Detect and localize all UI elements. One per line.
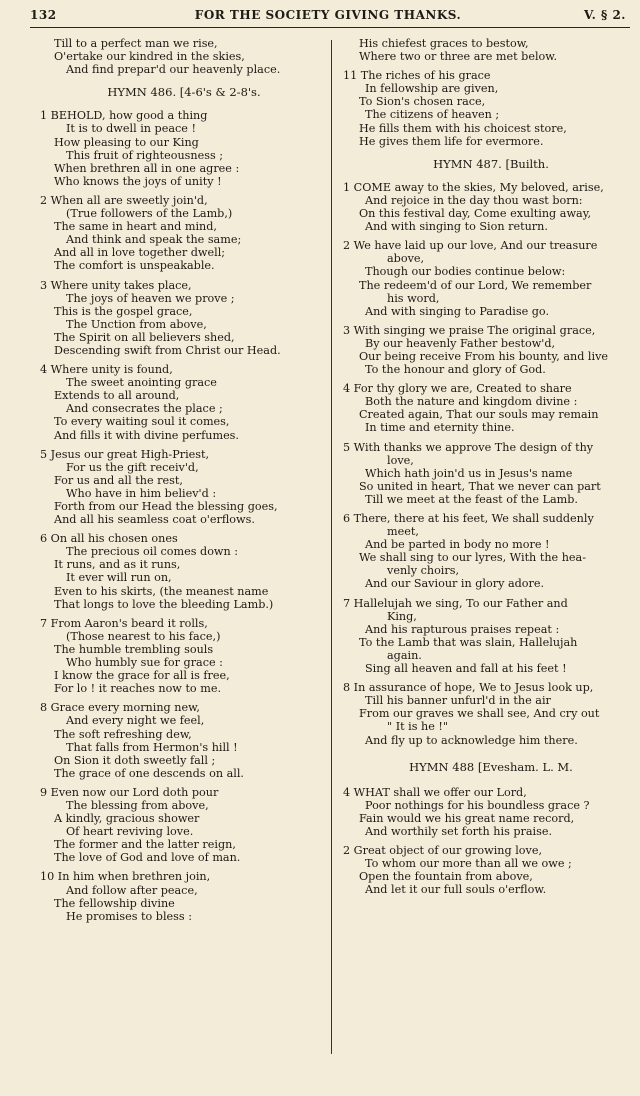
verse-line: This fruit of righteousness ; (66, 148, 224, 162)
right-column (343, 37, 639, 902)
verse-line: And with singing to Paradise go. (365, 304, 550, 318)
verse-line: He gives them life for evermore. (359, 134, 544, 148)
verse-line: In time and eternity thine. (365, 421, 515, 435)
section-signature: V. § 2. (583, 8, 626, 22)
verse-line: O'ertake our kindred in the skies, (54, 50, 245, 64)
verse-line: Poor nothings for his boundless grace ? (365, 798, 590, 812)
stanza (40, 532, 328, 611)
stanza-11 (343, 69, 639, 148)
verse-line: The Unction from above, (66, 317, 207, 331)
verse-line: Created again, That our souls may remain (359, 408, 599, 422)
verse-line: Which hath join'd us in Jesus's name (365, 466, 573, 480)
stanza (40, 448, 328, 527)
verse-line: Who humbly sue for grace : (66, 656, 223, 670)
verse-line: 7 From Aaron's beard it rolls, (40, 616, 208, 630)
stanza (40, 786, 328, 865)
hymn-486-body (40, 109, 328, 922)
verse-line: Extends to all around, (54, 389, 180, 403)
verse-line: So united in heart, That we never can part (359, 479, 601, 493)
verse-line: 1 COME away to the skies, My beloved, arise, (343, 180, 604, 194)
verse-line: The love of God and love of man. (54, 851, 241, 865)
page-number: 132 (30, 8, 57, 22)
stanza (343, 382, 639, 434)
left-column (40, 37, 328, 929)
verse-line: To every waiting soul it comes, (54, 415, 230, 429)
stanza (40, 701, 328, 780)
verse-line: King, (387, 609, 417, 623)
verse-line: Till to a perfect man we rise, (54, 37, 218, 50)
running-header (30, 8, 626, 26)
hymn-488-title: HYMN 488 [Evesham. L. M. (409, 759, 573, 774)
verse-line: And let it our full souls o'erflow. (365, 883, 547, 897)
verse-line: It runs, and as it runs, (54, 558, 181, 572)
verse-line: his word, (387, 291, 440, 305)
verse-line: The sweet anointing grace (66, 376, 217, 390)
stanza (40, 194, 328, 273)
verse-line: And fills it with divine perfumes. (54, 428, 239, 442)
verse-line: Even to his skirts, (the meanest name (54, 584, 269, 598)
verse-line: 8 In assurance of hope, We to Jesus look up, (343, 681, 594, 695)
verse-line: 6 On all his chosen ones (40, 532, 178, 546)
stanza (343, 441, 639, 506)
verse-line: 4 For thy glory we are, Created to share (343, 382, 572, 396)
continued-stanza (343, 37, 639, 63)
verse-line: above, (387, 252, 425, 266)
verse-line: Where two or three are met below. (359, 50, 558, 64)
verse-line: And all in love together dwell; (54, 246, 226, 260)
verse-line: His chiefest graces to bestow, (359, 37, 529, 50)
verse-line: Descending swift from Christ our Head. (54, 343, 281, 357)
header-rule (30, 27, 630, 28)
verse-line: It ever will run on, (66, 571, 172, 585)
verse-line: 6 There, there at his feet, We shall suddenly (343, 512, 594, 525)
stanza (343, 324, 639, 376)
verse-line: And our Saviour in glory adore. (365, 577, 545, 591)
verse-line: 2 Great object of our growing love, (343, 844, 543, 858)
verse-line: Who knows the joys of unity ! (54, 174, 222, 188)
verse-line: This is the gospel grace, (54, 304, 193, 318)
verse-line: 9 Even now our Lord doth pour (40, 785, 219, 799)
verse-line: To the honour and glory of God. (365, 363, 546, 377)
verse-line: 1 BEHOLD, how good a thing (40, 109, 208, 123)
stanza (343, 786, 639, 838)
stanza (343, 844, 639, 896)
verse-line: Open the fountain from above, (359, 870, 533, 884)
verse-line: For us and all the rest, (54, 473, 183, 487)
verse-line: Till his banner unfurl'd in the air (365, 694, 551, 708)
stanza (40, 870, 328, 922)
verse-line: The soft refreshing dew, (54, 727, 192, 741)
verse-line: The blessing from above, (66, 798, 209, 812)
verse-line: To whom our more than all we owe ; (365, 857, 572, 871)
verse-line: He fills them with his choicest store, (359, 121, 567, 135)
verse-line: How pleasing to our King (54, 135, 199, 149)
verse-line: For us the gift receiv'd, (66, 460, 199, 474)
verse-line: And think and speak the same; (66, 233, 242, 247)
verse-line: And find prepar'd our heavenly place. (66, 63, 281, 77)
verse-line: And all his seamless coat o'erflows. (54, 513, 255, 527)
verse-line: Who have in him believ'd : (66, 486, 217, 500)
verse-line: When brethren all in one agree : (54, 161, 240, 175)
verse-line: From our graves we shall see, And cry out (359, 707, 600, 721)
hymn-487-title: HYMN 487. [Builth. (433, 156, 549, 171)
verse-line: We shall sing to our lyres, With the hea- (359, 551, 586, 565)
verse-line: The former and the latter reign, (54, 838, 236, 852)
verse-line: Forth from our Head the blessing goes, (54, 500, 278, 513)
verse-line: 2 When all are sweetly join'd, (40, 193, 208, 207)
verse-line: To the Lamb that was slain, Hallelujah (359, 635, 578, 649)
verse-line: And rejoice in the day thou wast born: (365, 193, 583, 207)
verse-line: again. (387, 648, 422, 662)
hymn-488-body (343, 786, 639, 897)
verse-line: And his rapturous praises repeat : (365, 622, 560, 636)
verse-line: 8 Grace every morning new, (40, 701, 200, 715)
stanza (343, 512, 639, 591)
verse-line: (Those nearest to his face,) (66, 629, 221, 643)
verse-line: And follow after peace, (66, 883, 198, 897)
verse-line: The fellowship divine (54, 896, 175, 910)
verse-line: 3 Where unity takes place, (40, 278, 192, 292)
verse-line: 5 With thanks we approve The design of thy (343, 440, 594, 454)
verse-line: Sing all heaven and fall at his feet ! (365, 662, 567, 676)
verse-line: 4 WHAT shall we offer our Lord, (343, 785, 527, 799)
verse-line: And worthily set forth his praise. (365, 824, 553, 838)
verse-line: Fain would we his great name record, (359, 811, 575, 825)
verse-line: Till we meet at the feast of the Lamb. (365, 492, 578, 506)
verse-line: " It is he !" (387, 720, 449, 734)
verse-line: For lo ! it reaches now to me. (54, 682, 222, 696)
verse-line: On this festival day, Come exulting away, (359, 207, 592, 221)
verse-line: The precious oil comes down : (66, 545, 239, 559)
stanza (40, 279, 328, 358)
verse-line: It is to dwell in peace ! (66, 122, 196, 136)
verse-line: 2 We have laid up our love, And our treasure (343, 239, 598, 253)
verse-line: I know the grace for all is free, (54, 669, 230, 683)
verse-line: Though our bodies continue below: (365, 265, 566, 279)
verse-line: The grace of one descends on all. (54, 766, 244, 780)
verse-line: 7 Hallelujah we sing, To our Father and (343, 596, 568, 610)
verse-line: Our being receive From his bounty, and live (359, 349, 609, 363)
stanza (40, 617, 328, 696)
stanza (343, 181, 639, 233)
verse-line: The redeem'd of our Lord, We remember (359, 278, 592, 292)
verse-line: love, (387, 453, 414, 467)
verse-line: Both the nature and kingdom divine : (365, 395, 578, 409)
verse-line: venly choirs, (387, 564, 460, 578)
verse-line: 11 The riches of his grace (343, 69, 491, 83)
verse-line: 3 With singing we praise The original grace, (343, 323, 596, 337)
verse-line: And with singing to Sion return. (365, 220, 548, 234)
verse-line: The Spirit on all believers shed, (54, 330, 235, 344)
verse-line: The humble trembling souls (54, 642, 214, 656)
stanza (343, 597, 639, 676)
verse-line: To Sion's chosen race, (359, 95, 486, 109)
verse-line: The citizens of heaven ; (365, 108, 500, 122)
verse-line: And consecrates the place ; (66, 402, 223, 416)
hymn-487-body (343, 181, 639, 747)
verse-line: The joys of heaven we prove ; (66, 291, 235, 305)
verse-line: Of heart reviving love. (66, 825, 194, 839)
verse-line: meet, (387, 525, 419, 539)
verse-line: (True followers of the Lamb,) (66, 207, 233, 221)
verse-line: 5 Jesus our great High-Priest, (40, 447, 210, 461)
verse-line: On Sion it doth sweetly fall ; (54, 753, 216, 767)
verse-line: And fly up to acknowledge him there. (365, 733, 578, 747)
verse-line: The same in heart and mind, (54, 220, 217, 234)
verse-line: By our heavenly Father bestow'd, (365, 336, 556, 350)
stanza (343, 681, 639, 746)
verse-line: And every night we feel, (66, 714, 205, 728)
verse-line: 4 Where unity is found, (40, 363, 173, 377)
running-title: FOR THE SOCIETY GIVING THANKS. (194, 8, 462, 22)
verse-line: 10 In him when brethren join, (40, 870, 211, 884)
column-divider (331, 40, 332, 1054)
stanza (40, 109, 328, 188)
continued-stanza (40, 37, 328, 76)
verse-line: That falls from Hermon's hill ! (66, 740, 238, 754)
verse-line: A kindly, gracious shower (54, 812, 200, 826)
stanza (343, 239, 639, 318)
verse-line: In fellowship are given, (365, 82, 499, 96)
hymn-486-title: HYMN 486. [4-6's & 2-8's. (107, 85, 261, 100)
verse-line: And be parted in body no more ! (365, 538, 550, 552)
stanza (40, 363, 328, 442)
verse-line: The comfort is unspeakable. (54, 259, 215, 273)
verse-line: That longs to love the bleeding Lamb.) (54, 597, 274, 611)
verse-line: He promises to bless : (66, 909, 192, 923)
